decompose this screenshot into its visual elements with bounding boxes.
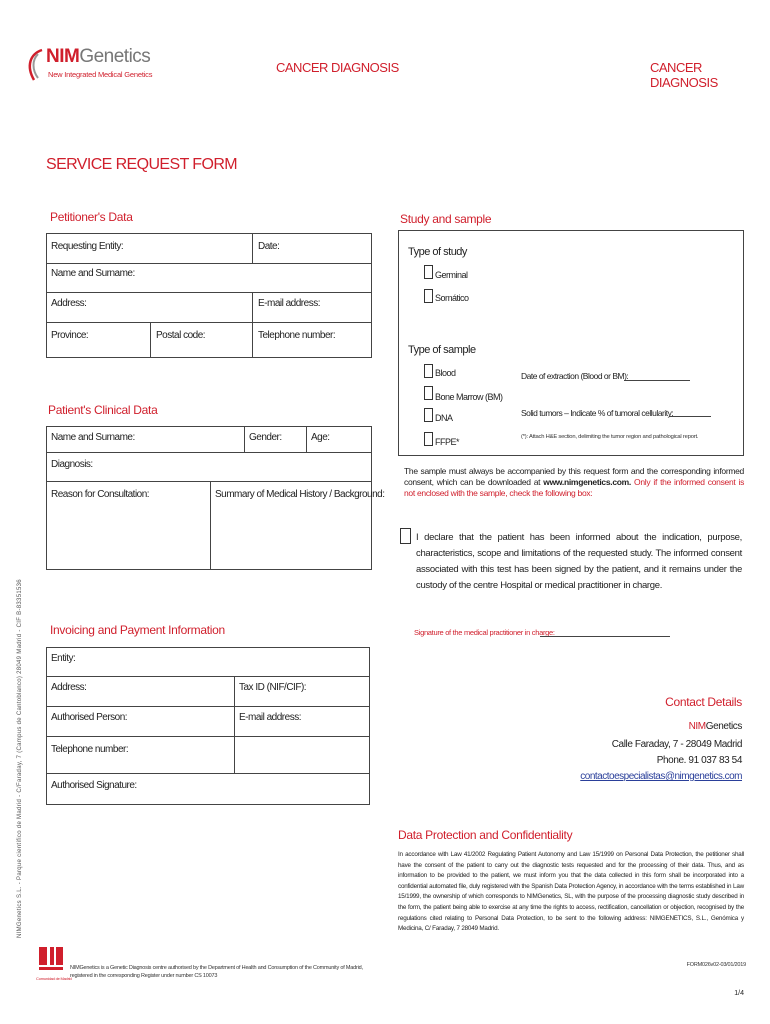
invoice-entity-field[interactable]: Entity:	[51, 653, 76, 664]
petitioner-email-field[interactable]: E-mail address:	[258, 298, 320, 309]
authorised-person-field[interactable]: Authorised Person:	[51, 712, 128, 723]
type-of-study-label: Type of study	[408, 246, 467, 258]
diagnosis-field[interactable]: Diagnosis:	[51, 459, 93, 470]
page-number: 1/4	[734, 990, 744, 997]
date-field[interactable]: Date:	[258, 241, 280, 252]
dna-label: DNA	[435, 413, 453, 423]
tax-id-field[interactable]: Tax ID (NIF/CIF):	[239, 682, 307, 693]
signature-label: Signature of the medical practitioner in charge:	[414, 628, 555, 637]
logo-wordmark: NIMGenetics	[46, 46, 151, 67]
madrid-logo	[36, 945, 72, 985]
contact-phone: Phone. 91 037 83 54	[656, 755, 742, 766]
attach-note: (*): Attach H&E section, delimiting the tumor region and pathological report.	[521, 434, 699, 440]
petitioner-name-field[interactable]: Name and Surname:	[51, 268, 135, 279]
germinal-checkbox[interactable]	[424, 265, 433, 279]
data-protection-text: In accordance with Law 41/2002 Regulating Patient Autonomy and Law 15/1999 on Personal Data Protection, the petitioner shall have the consent of the patient to carry out the diagnostic tests requested and for the processing of their data. Thus, and as information to be provided to the patient, we must inform you that the data collected in this form shall be incorporated into a confidential automated file, duly registered with the Spanish Data Protection Agency, in accordance with the terms established in Law 15/1999, the ownership of which corresponds to NIMGenetics, SL, with the purpose of the processing diagnostic study described in the form, the patient being able to exercise at any time the rights to access, rectification, cancellation or objection, recognised by the regulations cited relating to Personal Data Protection, to be sent to the following address: NIMGENETICS, S.L., Genómica y Medicina, C/ Faraday, 7 28049 Madrid.	[398, 851, 744, 933]
download-link[interactable]: www.nimgenetics.com.	[543, 477, 631, 487]
form-code: FORM026v02-03/01/2019	[686, 962, 746, 968]
invoice-email-field[interactable]: E-mail address:	[239, 712, 301, 723]
signature-line[interactable]	[540, 636, 670, 637]
logo	[24, 44, 154, 88]
ffpe-label: FFPE*	[435, 437, 460, 447]
ffpe-checkbox[interactable]	[424, 432, 433, 446]
nim-logo-icon	[24, 48, 48, 84]
contact-company: NIMGenetics	[688, 721, 742, 732]
blood-checkbox[interactable]	[424, 364, 433, 378]
declaration-text: I declare that the patient has been informed about the indication, purpose, characteristics, scope and limitations of the requested study. The informed consent associated with this test has been signed by the patient, and it remains under the custody of the centre Hospital or medical practitioner in charge.	[416, 532, 742, 591]
dna-checkbox[interactable]	[424, 408, 433, 422]
patient-name-field[interactable]: Name and Surname:	[51, 432, 135, 443]
contact-address: Calle Faraday, 7 - 28049 Madrid	[611, 739, 742, 750]
invoice-address-field[interactable]: Address:	[51, 682, 87, 693]
requesting-entity-field[interactable]: Requesting Entity:	[51, 241, 124, 252]
bone-marrow-checkbox[interactable]	[424, 386, 433, 400]
province-field[interactable]: Province:	[51, 330, 89, 341]
logo-tagline: New Integrated Medical Genetics	[48, 70, 153, 79]
type-of-sample-label: Type of sample	[408, 344, 476, 356]
madrid-logo-text: Comunidad de Madrid	[36, 976, 72, 981]
authorised-signature-field[interactable]: Authorised Signature:	[51, 780, 137, 791]
germinal-label: Germinal	[435, 270, 468, 280]
registered-text: NIMGenetics is a Genetic Diagnosis centre authorised by the Department of Health and Consumption of the Community of Madrid, registered in the corresponding Register under number CS 10073	[70, 965, 363, 979]
date-extraction-label: Date of extraction (Blood or BM):	[521, 371, 629, 381]
header-title-right: CANCER DIAGNOSIS	[650, 60, 718, 90]
star-logo-icon	[36, 945, 66, 975]
invoice-telephone-field[interactable]: Telephone number:	[51, 744, 129, 755]
data-protection-heading: Data Protection and Confidentiality	[398, 828, 573, 842]
somatico-checkbox[interactable]	[424, 289, 433, 303]
somatico-label: Somático	[435, 293, 469, 303]
tumoral-cellularity-line[interactable]	[669, 416, 711, 417]
petitioner-heading: Petitioner's Data	[50, 210, 133, 224]
informed-consent-note: Only if the informed consent is not enclosed with the sample, check the following box:	[404, 477, 745, 498]
bone-marrow-label: Bone Marrow (BM)	[435, 392, 503, 402]
telephone-field[interactable]: Telephone number:	[258, 330, 336, 341]
blood-label: Blood	[435, 368, 456, 378]
contact-heading: Contact Details	[665, 695, 742, 709]
postal-code-field[interactable]: Postal code:	[156, 330, 206, 341]
contact-email-link[interactable]: contactoespecialistas@nimgenetics.com	[580, 771, 742, 782]
header-title-left: CANCER DIAGNOSIS	[276, 60, 399, 75]
petitioner-address-field[interactable]: Address:	[51, 298, 87, 309]
sample-must-note: The sample must always be accompanied by this request form and the corresponding informed consent, which can be downloaded at www.nimgenetics.com. Only if the informed consent is not enclosed with the sample, check the following box:	[404, 466, 745, 498]
study-heading: Study and sample	[400, 212, 492, 226]
form-title: SERVICE REQUEST FORM	[46, 156, 238, 173]
solid-tumors-label: Solid tumors – Indicate % of tumoral cellularity:	[521, 408, 674, 418]
date-extraction-line[interactable]	[624, 380, 690, 381]
invoicing-heading: Invoicing and Payment Information	[50, 623, 225, 637]
summary-field[interactable]: Summary of Medical History / Background:	[215, 489, 385, 500]
side-company-info: NIMGenetics S.L. - Parque científico de Madrid - C/Faraday, 7 (Campus de Cantoblanco) 28049 Madrid - CIF B-83351536	[17, 579, 23, 938]
reason-field[interactable]: Reason for Consultation:	[51, 489, 150, 500]
gender-field[interactable]: Gender:	[249, 432, 282, 443]
age-field[interactable]: Age:	[311, 432, 330, 443]
clinical-heading: Patient's Clinical Data	[48, 403, 158, 417]
declaration-checkbox[interactable]	[400, 528, 411, 544]
